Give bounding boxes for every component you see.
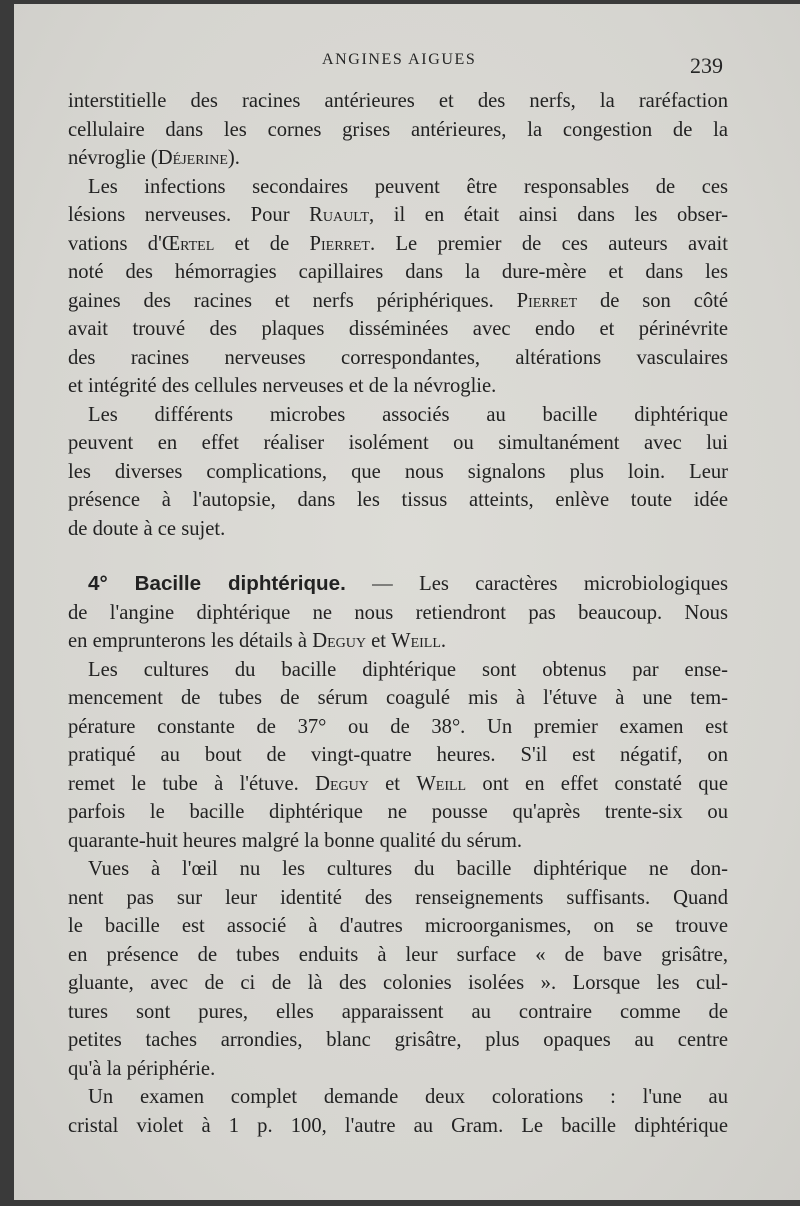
text-line (68, 230, 728, 259)
text-line: de l'angine diphtérique ne nous retiendront pas beaucoup. Nous (68, 601, 728, 624)
book-page (14, 4, 800, 1200)
text-line: Vues à l'œil nu les cultures du bacille diphtérique ne don- (88, 858, 728, 880)
text-line: gluante, avec de ci de là des colonies isolées ». Lorsque les cul- (68, 972, 728, 994)
text-line (68, 201, 728, 230)
text-line: le bacille est associé à d'autres microorganismes, on se trouve (68, 915, 728, 937)
text-line: Les différents microbes associés au bacille diphtérique (88, 403, 728, 426)
running-title: ANGINES AIGUES (322, 51, 477, 68)
text-line: nent pas sur leur identité des renseignements suffisants. Quand (68, 886, 728, 909)
page-number: 239 (690, 53, 723, 78)
text-fragment: et (368, 772, 417, 795)
author-name: Pierret (516, 289, 578, 312)
text-line: cristal violet à 1 p. 100, l'autre au Gram. Le bacille diphtérique (68, 1114, 728, 1137)
text-line: mencement de tubes de sérum coagulé mis à l'étuve à une tem- (68, 687, 728, 709)
text-fragment: en emprunterons les détails à (68, 630, 313, 652)
text-fragment: névroglie ( (68, 147, 158, 169)
text-fragment: lésions nerveuses. Pour (68, 204, 310, 226)
text-line: présence à l'autopsie, dans les tissus atteints, enlève toute idée (68, 489, 728, 511)
text-fragment: . (440, 630, 447, 652)
text-fragment: vations d' (68, 232, 162, 255)
author-name: Deguy (312, 630, 366, 652)
author-name: Œrtel (161, 232, 215, 255)
text-line: Un examen complet demande deux colorations : l'une au (88, 1086, 728, 1108)
paragraph-1 (68, 87, 728, 173)
text-fragment: ont en effet constaté que (466, 772, 728, 795)
text-line: cellulaire dans les cornes grises antérieures, la congestion de la (68, 118, 728, 141)
text-line (68, 570, 728, 599)
text-line: tures sont pures, elles apparaissent au contraire comme de (68, 1000, 728, 1023)
text-fragment: — Les caractères microbiologiques (345, 573, 728, 595)
text-line: de doute à ce sujet. (68, 517, 226, 540)
text-line: noté des hémorragies capillaires dans la dure-mère et dans les (68, 261, 728, 283)
text-fragment: remet le tube à l'étuve. (68, 772, 316, 795)
section-gap (68, 543, 728, 570)
body-text (68, 87, 728, 1140)
text-line: Les infections secondaires peuvent être responsables de ces (88, 175, 728, 198)
text-fragment: . Le premier de ces auteurs avait (369, 232, 728, 255)
section-4-paragraph (68, 570, 728, 656)
text-line: et intégrité des cellules nerveuses et de la névroglie. (68, 375, 497, 397)
text-line (68, 287, 728, 316)
text-line: qu'à la périphérie. (68, 1057, 216, 1080)
text-fragment: de son côté (577, 289, 728, 312)
text-line: les diverses complications, que nous signalons plus loin. Leur (68, 460, 728, 483)
author-name: Déjerine (157, 147, 228, 169)
author-name: Weill (416, 772, 467, 795)
text-fragment: , il en était ainsi dans les obser- (369, 204, 728, 226)
text-line: quarante-huit heures malgré la bonne qualité du sérum. (68, 829, 523, 852)
text-line (68, 770, 728, 799)
text-line: pérature constante de 37° ou de 38°. Un premier examen est (68, 715, 728, 738)
text-line: avait trouvé des plaques disséminées avec endo et périnévrite (68, 318, 728, 340)
author-name: Weill (391, 630, 441, 652)
text-line: en présence de tubes enduits à leur surface « de bave grisâtre, (68, 943, 728, 966)
text-fragment: et de (214, 232, 310, 255)
author-name: Deguy (315, 772, 369, 795)
section-heading: 4° Bacille diphtérique. (88, 572, 346, 595)
paragraph-observation (68, 855, 728, 1083)
paragraph-cultures (68, 656, 728, 856)
text-line: Les cultures du bacille diphtérique sont obtenus par ense- (88, 658, 728, 681)
text-line: parfois le bacille diphtérique ne pousse qu'après trente-six ou (68, 801, 728, 823)
paragraph-examination (68, 1083, 728, 1140)
text-fragment: gaines des racines et nerfs périphériques. (68, 289, 517, 312)
text-line: petites taches arrondies, blanc grisâtre, plus opaques au centre (68, 1029, 728, 1051)
text-line (68, 627, 728, 656)
author-name: Pierret (309, 232, 370, 255)
running-head (14, 51, 800, 78)
text-fragment: et (365, 630, 392, 652)
text-fragment: ). (227, 147, 240, 169)
text-line: pratiqué au bout de vingt-quatre heures. S'il est négatif, on (68, 744, 728, 766)
author-name: Ruault (309, 204, 370, 226)
text-line: interstitielle des racines antérieures et des nerfs, la raréfaction (68, 90, 728, 112)
text-line: des racines nerveuses correspondantes, altérations vasculaires (68, 346, 728, 369)
text-line: peuvent en effet réaliser isolément ou simultanément avec lui (68, 432, 728, 454)
paragraph-2 (68, 173, 728, 401)
paragraph-3 (68, 401, 728, 544)
text-line (68, 144, 728, 173)
